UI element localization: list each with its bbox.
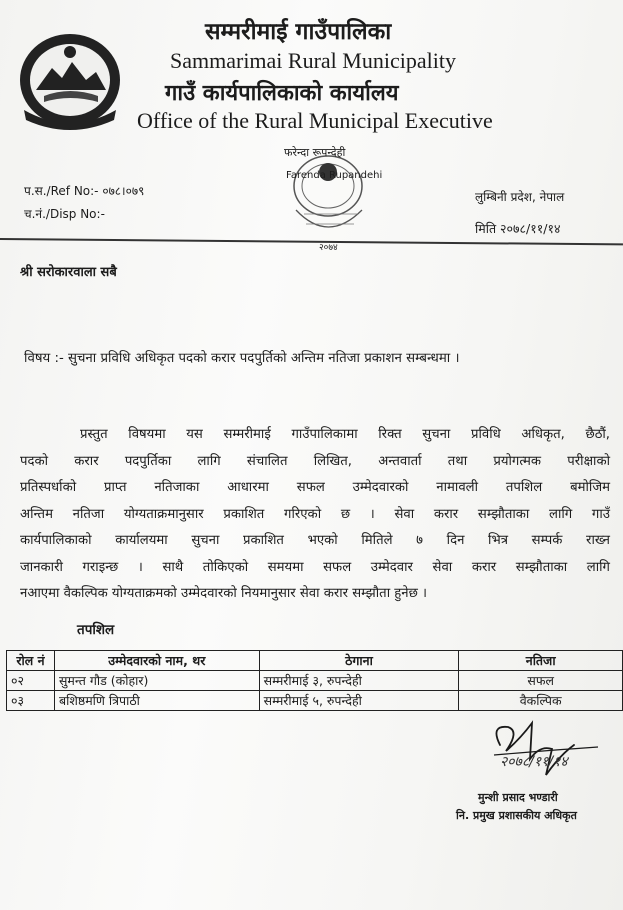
body-paragraph (20, 422, 610, 608)
col-result: नतिजा (459, 651, 623, 671)
results-table (6, 650, 623, 711)
subject-line: विषय :- सुचना प्रविधि अधिकृत पदको करार पदपुर्तिको अन्तिम नतिजा प्रकाशन सम्बन्धमा । (24, 351, 460, 366)
signatory-name: मुन्शी प्रसाद भण्डारी (478, 791, 558, 804)
letter-date: मिति २०७८/११/१४ (475, 221, 561, 236)
table-row (7, 671, 623, 691)
addressee: श्री सरोकारवाला सबै (20, 265, 117, 280)
col-address: ठेगाना (259, 651, 459, 671)
municipality-name-english: Sammarimai Rural Municipality (170, 48, 456, 73)
office-name-nepali: गाउँ कार्यपालिकाको कार्यालय (165, 81, 399, 106)
office-name-english: Office of the Rural Municipal Executive (137, 108, 493, 133)
cell-roll: ०२ (7, 671, 55, 691)
body-line: नआएमा वैकल्पिक योग्यताक्रमको उम्मेदवारको नियमानुसार सेवा करार सम्झौता हुनेछ । (20, 586, 428, 601)
cell-address: सम्मरीमाई ५, रुपन्देही (259, 691, 459, 711)
cell-name: बशिष्ठमणि त्रिपाठी (54, 691, 259, 711)
seal-year: २०७४ (319, 243, 338, 253)
body-line: प्रतिस्पर्धाको प्राप्त नतिजाका आधारमा सफल उम्मेदवारको नामावली तपशिल बमोजिम (20, 480, 610, 495)
body-line: जानकारी गराइन्छ । साथै तोकिएको समयमा सफल उम्मेदवार सेवा करार सम्झौताका लागि (20, 559, 610, 575)
cell-result: सफल (459, 671, 623, 691)
col-name: उम्मेदवारको नाम, थर (54, 651, 259, 671)
municipality-emblem-icon (14, 24, 126, 132)
province-label: लुम्बिनी प्रदेश, नेपाल (475, 190, 565, 204)
cell-roll: ०३ (7, 691, 55, 711)
cell-name: सुमन्त गौड (कोहार) (54, 671, 259, 691)
reference-number: प.स./Ref No:- ०७८।०७९ (24, 184, 145, 198)
cell-result: वैकल्पिक (459, 691, 623, 711)
seal-location-english: Farenda Rupandehi (286, 170, 383, 181)
table-row (7, 691, 623, 711)
table-header-row (7, 651, 623, 671)
signatory-title: नि. प्रमुख प्रशासकीय अधिकृत (456, 809, 577, 822)
cell-address: सम्मरीमाई ३, रुपन्देही (259, 671, 459, 691)
body-line: कार्यपालिकाको कार्यालयमा सुचना प्रकाशित भएको मितिले ७ दिन भित्र सम्पर्क राख्न (20, 533, 610, 548)
municipality-name-nepali: सम्मरीमाई गाउँपालिका (205, 19, 392, 45)
seal-location-nepali: फरेन्दा रूपन्देही (284, 146, 346, 159)
body-line: पदको करार पदपुर्तिका लागि संचालित लिखित, अन्तवार्ता तथा प्रयोगत्मक परीक्षाको (20, 453, 610, 469)
details-heading: तपशिल (77, 622, 115, 638)
body-line: प्रस्तुत विषयमा यस सम्मरीमाई गाउँपालिकामा रिक्त सुचना प्रविधि अधिकृत, छैठौं, (80, 427, 610, 442)
dispatch-number: च.नं./Disp No:- (24, 207, 105, 221)
body-line: अन्तिम नतिजा योग्यताक्रमानुसार प्रकाशित गरिएको छ । सेवा करार सम्झौताका लागि गाउँ (20, 506, 610, 522)
col-roll: रोल नं (7, 651, 55, 671)
signature-date: २०७८/११/१४ (500, 754, 568, 770)
